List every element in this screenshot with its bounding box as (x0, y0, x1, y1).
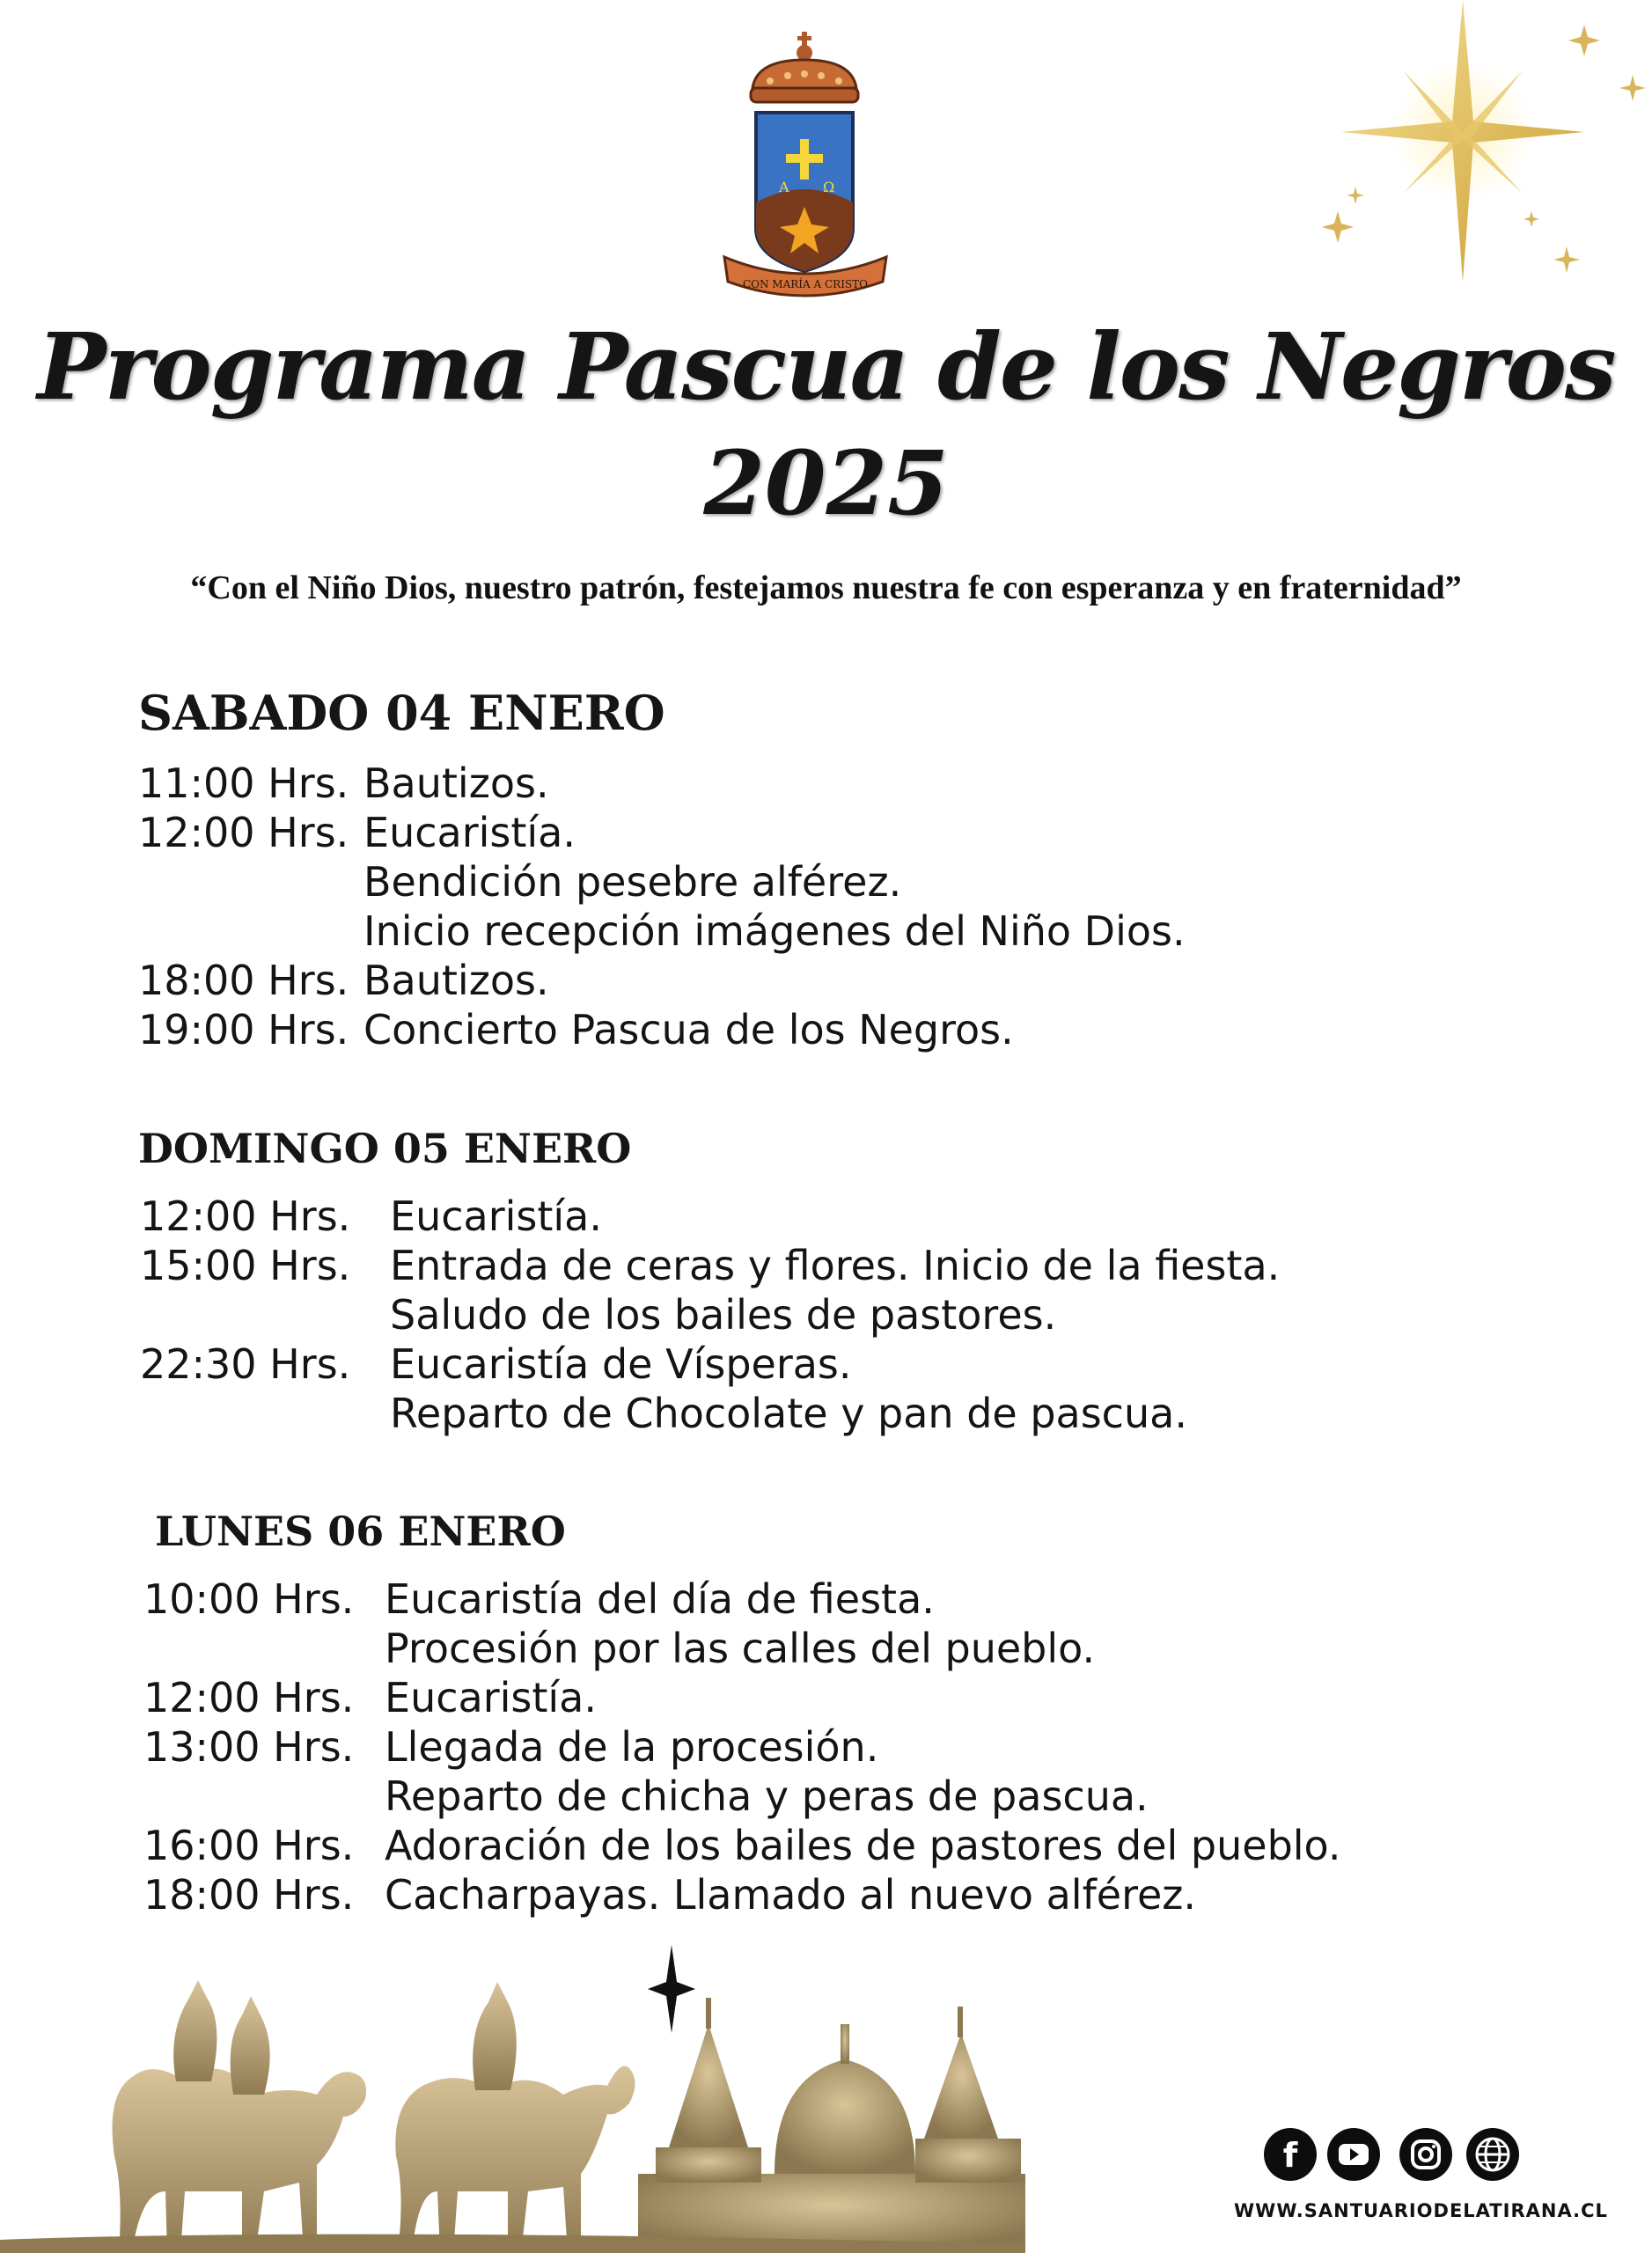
schedule-desc: Entrada de ceras y flores. Inicio de la fiesta. (390, 1242, 1281, 1289)
schedule-desc: Eucaristía. (390, 1193, 602, 1240)
youtube-icon[interactable] (1327, 2128, 1380, 2181)
schedule-time: 12:00 Hrs. (138, 809, 349, 856)
facebook-icon[interactable] (1264, 2128, 1317, 2181)
schedule-time: 11:00 Hrs. (138, 760, 349, 807)
schedule-time: 10:00 Hrs. (143, 1575, 355, 1623)
day-heading-saturday: SABADO 04 ENERO (138, 685, 665, 741)
schedule-desc: Adoración de los bailes de pastores del pueblo. (385, 1822, 1341, 1869)
schedule-desc: Cacharpayas. Llamado al nuevo alférez. (385, 1871, 1197, 1919)
schedule-desc: Reparto de chicha y peras de pascua. (385, 1772, 1149, 1820)
schedule-time: 22:30 Hrs. (140, 1340, 351, 1388)
schedule-desc: Saludo de los bailes de pastores. (390, 1291, 1057, 1339)
schedule-time: 18:00 Hrs. (138, 957, 349, 1004)
schedule-desc: Bendición pesebre alférez. (363, 858, 902, 906)
star-of-bethlehem-icon (1303, 0, 1652, 299)
day-heading-sunday: DOMINGO 05 ENERO (138, 1125, 632, 1172)
instagram-icon[interactable] (1399, 2128, 1452, 2181)
schedule-time: 12:00 Hrs. (140, 1193, 351, 1240)
banner-text: CON MARÍA A CRISTO (742, 278, 869, 290)
parish-crest-logo (717, 26, 893, 308)
program-year: 2025 (703, 431, 949, 535)
svg-text:A: A (779, 179, 789, 195)
schedule-desc: Eucaristía del día de fiesta. (385, 1575, 935, 1623)
schedule-time: 16:00 Hrs. (143, 1822, 355, 1869)
schedule-desc: Bautizos. (363, 760, 549, 807)
program-title: Programa Pascua de los Negros (37, 312, 1615, 421)
schedule-desc: Eucaristía. (363, 809, 576, 856)
small-star-icon (648, 1945, 695, 2033)
crown-icon (751, 32, 858, 102)
svg-text:Ω: Ω (823, 179, 835, 195)
website-link[interactable]: WWW.SANTUARIODELATIRANA.CL (1234, 2200, 1608, 2221)
schedule-desc: Inicio recepción imágenes del Niño Dios. (363, 907, 1186, 955)
schedule-desc: Eucaristía de Vísperas. (390, 1340, 852, 1388)
schedule-desc: Concierto Pascua de los Negros. (363, 1006, 1014, 1053)
globe-icon[interactable] (1466, 2128, 1519, 2181)
motto-quote: “Con el Niño Dios, nuestro patrón, festejamos nuestra fe con esperanza y en fraternidad” (190, 569, 1462, 606)
schedule-desc: Bautizos. (363, 957, 549, 1004)
schedule-desc: Llegada de la procesión. (385, 1723, 879, 1771)
schedule-desc: Procesión por las calles del pueblo. (385, 1625, 1096, 1672)
day-heading-monday: LUNES 06 ENERO (155, 1508, 566, 1555)
church-silhouette (638, 1998, 1025, 2253)
camel-rider-1 (113, 1980, 367, 2253)
schedule-time: 19:00 Hrs. (138, 1006, 349, 1053)
svg-text:f: f (1282, 2136, 1298, 2175)
shield-icon (756, 113, 853, 271)
schedule-time: 12:00 Hrs. (143, 1674, 355, 1721)
schedule-time: 13:00 Hrs. (143, 1723, 355, 1771)
schedule-desc: Eucaristía. (385, 1674, 597, 1721)
camel-rider-2 (395, 1982, 635, 2253)
schedule-time: 15:00 Hrs. (140, 1242, 351, 1289)
schedule-time: 18:00 Hrs. (143, 1871, 355, 1919)
schedule-desc: Reparto de Chocolate y pan de pascua. (390, 1390, 1187, 1437)
